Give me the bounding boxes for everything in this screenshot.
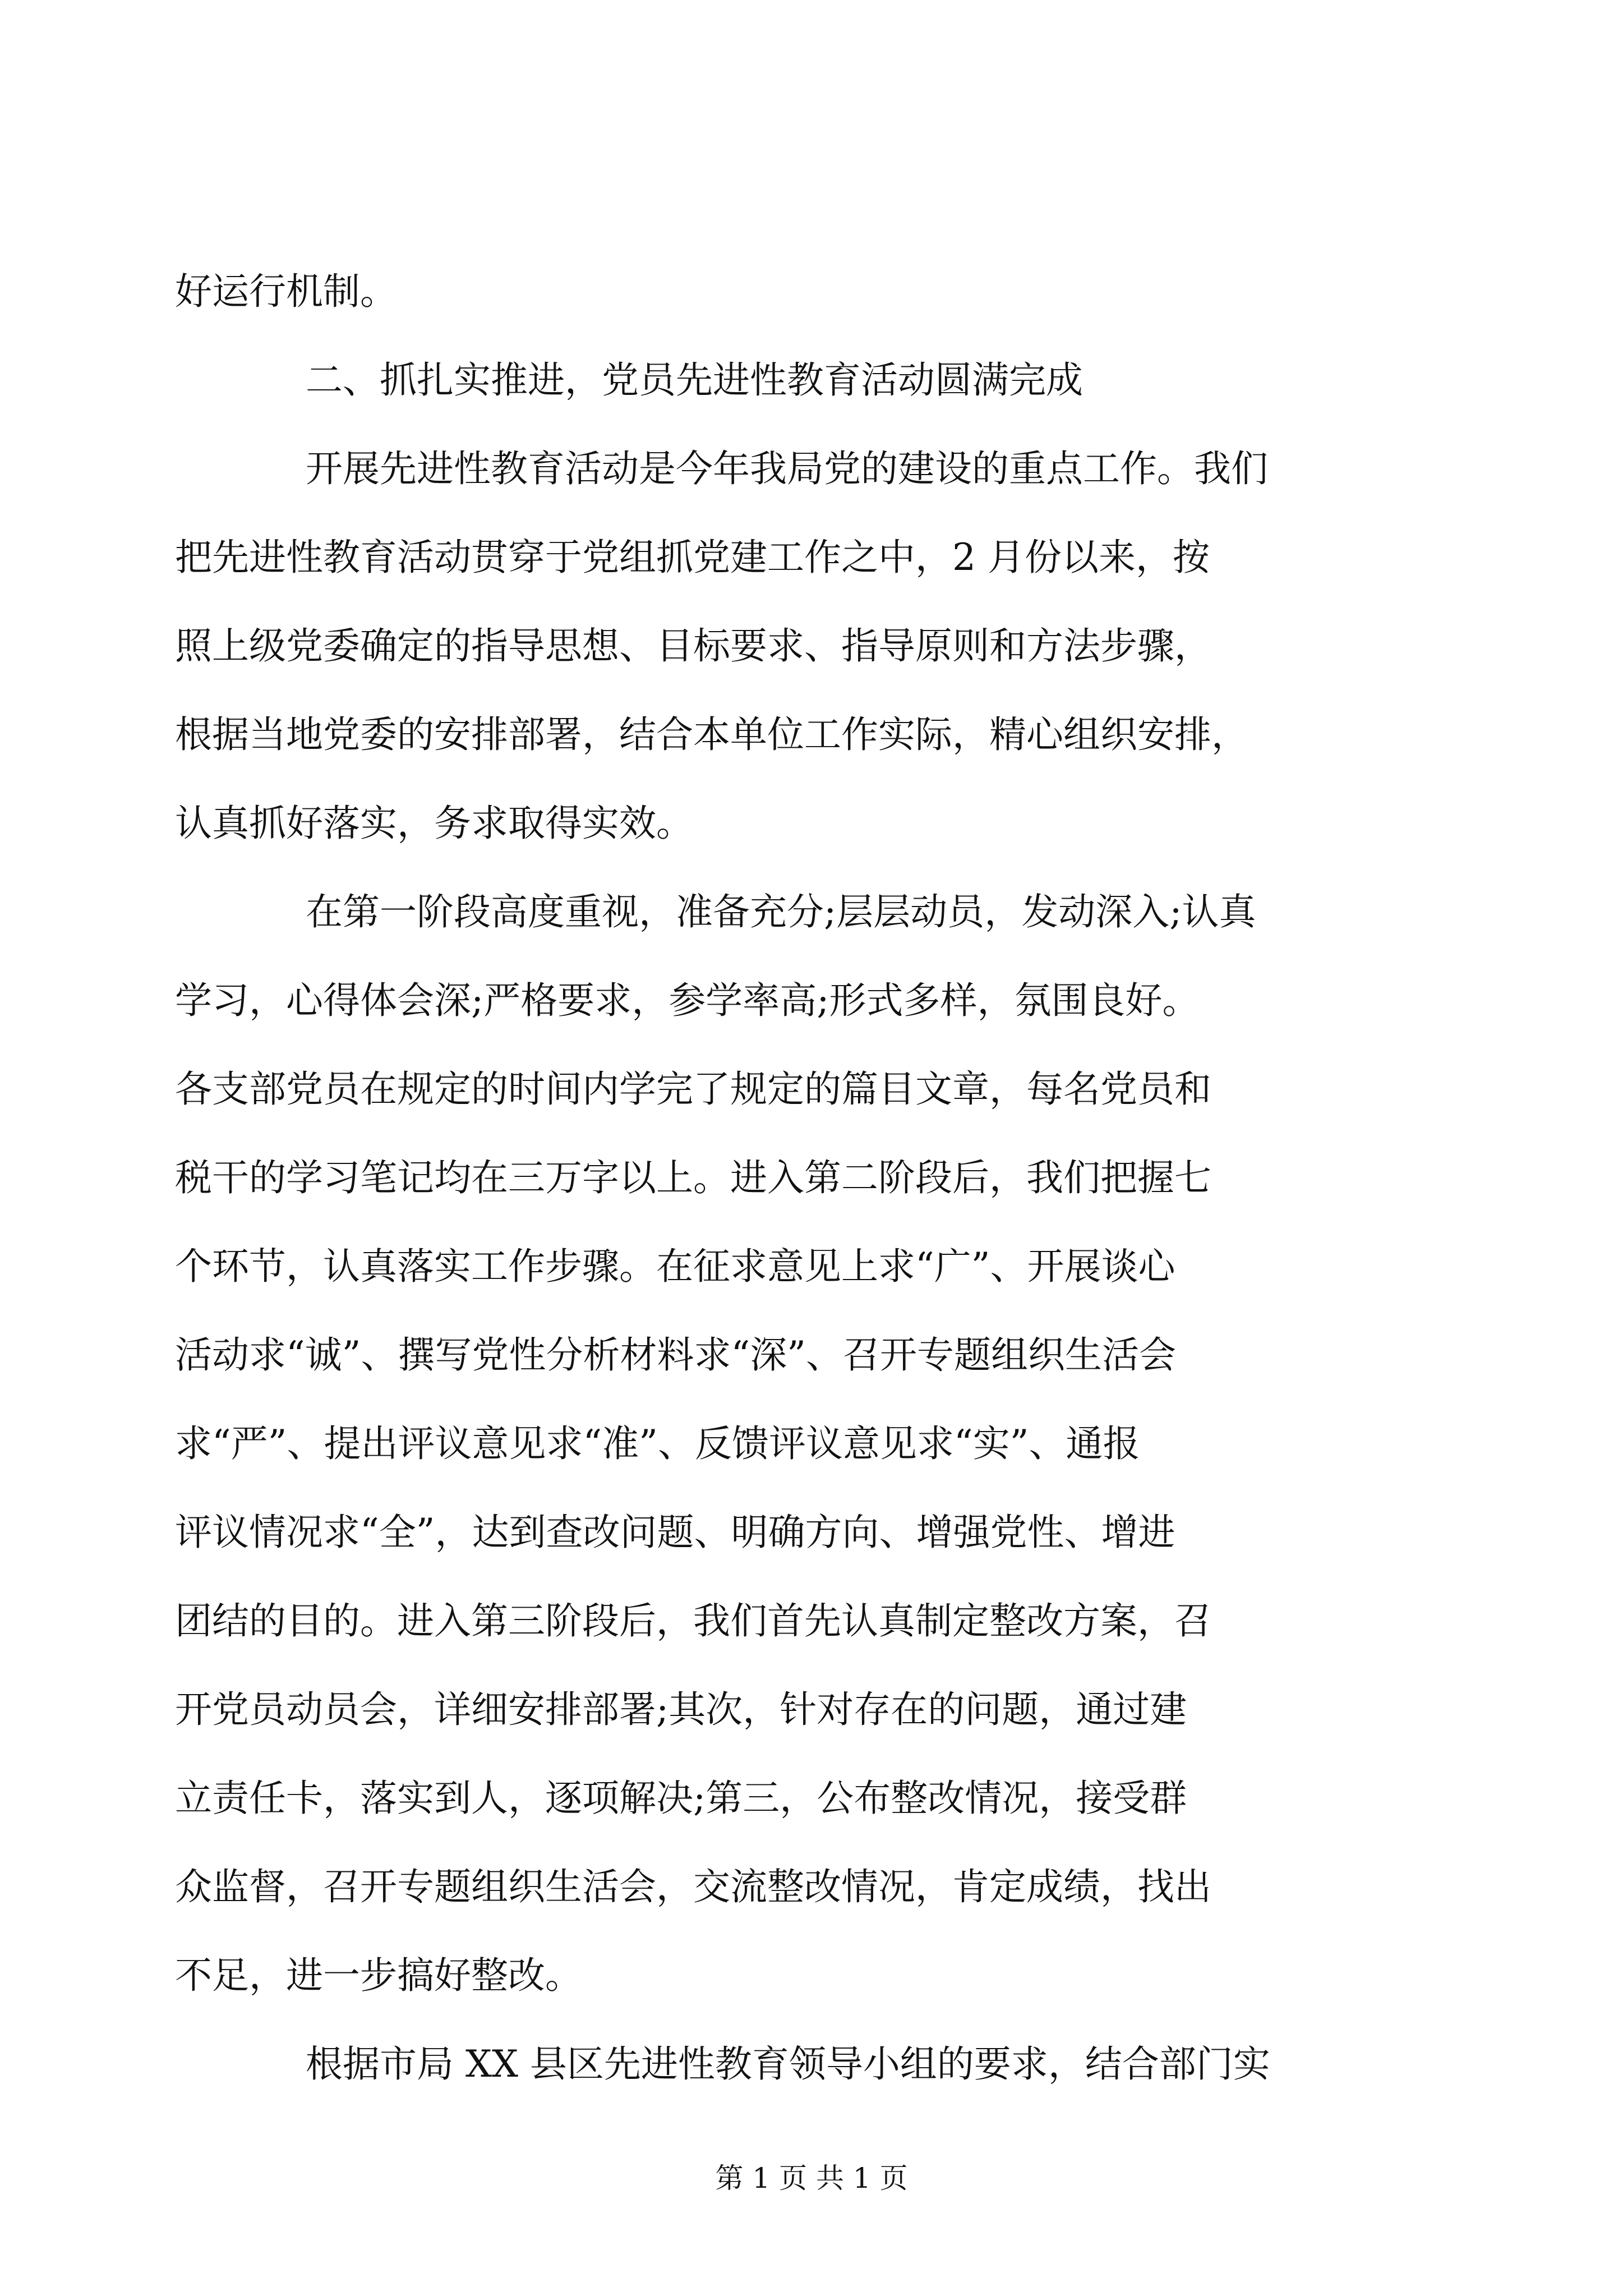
text-line-21: 根据市局 XX 县区先进性教育领导小组的要求，结合部门实 xyxy=(306,2042,1270,2086)
text-line-14: 求“严”、提出评议意见求“准”、反馈评议意见求“实”、通报 xyxy=(175,1422,1140,1465)
text-line-12: 个环节，认真落实工作步骤。在征求意见上求“广”、开展谈心 xyxy=(175,1245,1175,1288)
section-heading: 二、抓扎实推进，党员先进性教育活动圆满完成 xyxy=(306,358,1083,402)
text-line-13: 活动求“诚”、撰写党性分析材料求“深”、召开专题组织生活会 xyxy=(175,1333,1176,1377)
text-line-9: 学习，心得体会深;严格要求，参学率高;形式多样，氛围良好。 xyxy=(175,979,1200,1022)
text-line-1: 好运行机制。 xyxy=(175,270,397,313)
text-line-15: 评议情况求“全”，达到查改问题、明确方向、增强党性、增进 xyxy=(175,1511,1175,1554)
text-line-18: 立责任卡，落实到人，逐项解决;第三，公布整改情况，接受群 xyxy=(175,1777,1187,1820)
text-line-11: 税干的学习笔记均在三万字以上。进入第二阶段后，我们把握七 xyxy=(175,1156,1211,1199)
text-line-7: 认真抓好落实，务求取得实效。 xyxy=(175,802,693,845)
text-line-17: 开党员动员会，详细安排部署;其次，针对存在的问题，通过建 xyxy=(175,1688,1187,1731)
text-line-16: 团结的目的。进入第三阶段后，我们首先认真制定整改方案，召 xyxy=(175,1599,1211,1642)
text-line-4: 把先进性教育活动贯穿于党组抓党建工作之中，2 月份以来，按 xyxy=(175,536,1210,579)
text-line-8: 在第一阶段高度重视，准备充分;层层动员，发动深入;认真 xyxy=(306,890,1256,933)
page-footer: 第 1 页 共 1 页 xyxy=(715,2162,908,2194)
text-line-10: 各支部党员在规定的时间内学完了规定的篇目文章，每名党员和 xyxy=(175,1068,1211,1111)
text-line-6: 根据当地党委的安排部署，结合本单位工作实际，精心组织安排， xyxy=(175,713,1248,756)
text-line-5: 照上级党委确定的指导思想、目标要求、指导原则和方法步骤， xyxy=(175,624,1211,668)
text-line-19: 众监督，召开专题组织生活会，交流整改情况，肯定成绩，找出 xyxy=(175,1865,1211,1908)
text-line-20: 不足，进一步搞好整改。 xyxy=(175,1954,582,1997)
text-line-3: 开展先进性教育活动是今年我局党的建设的重点工作。我们 xyxy=(306,447,1268,490)
